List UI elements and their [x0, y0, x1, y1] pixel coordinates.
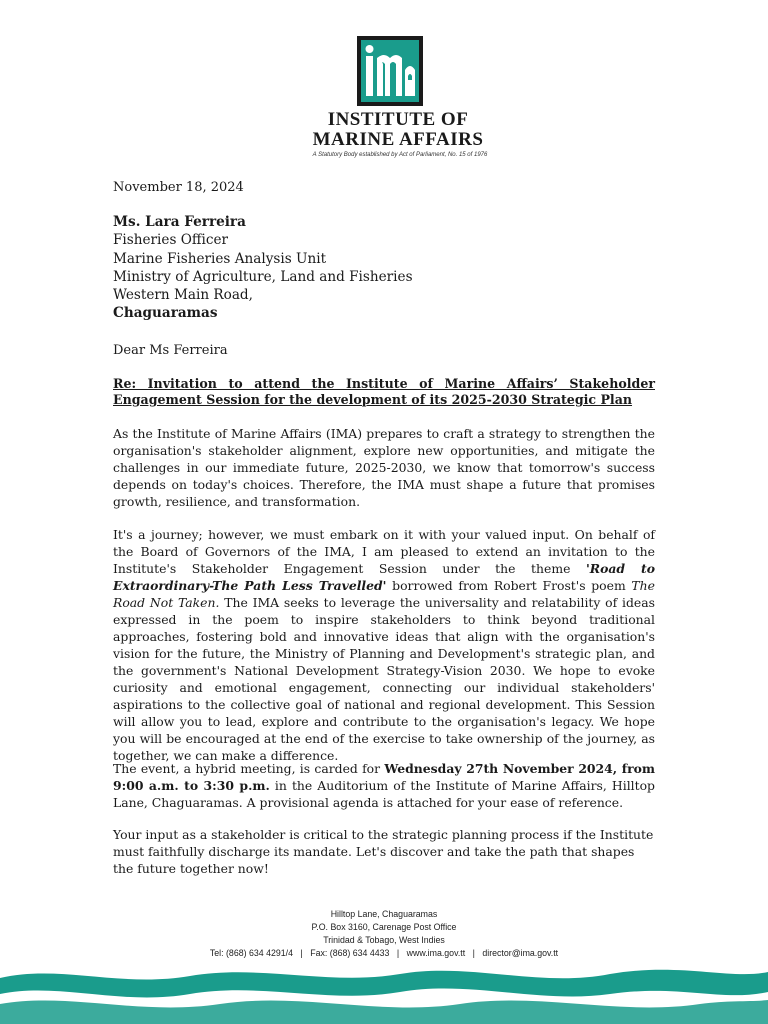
- p2-text-c: The IMA seeks to leverage the universality and relatability of ideas expressed in the poem to inspire stakeholders to think beyond traditional approaches, fostering bold and innovative ideas that align with the organisation's vision for the future, the Ministry of Planning and Development's strategic plan, and the government's National Development Strategy-Vision 2030. We hope to evoke curiosity and emotional engagement, connecting our individual stakeholders' aspirations to the collective goal of national and regional development. This Session will allow you to lead, explore and contribute to the organisation's legacy. We hope you will be encouraged at the end of the exercise to take ownership of the journey, as together, we can make a difference.: [113, 595, 655, 763]
- footer-separator: |: [396, 948, 400, 958]
- paragraph-3: [113, 760, 655, 811]
- footer-tel: Tel: (868) 634 4291/4: [209, 948, 294, 958]
- recipient-city: Chaguaramas: [113, 305, 218, 322]
- poem-title: The Road Not Taken.: [113, 578, 655, 610]
- subject-line: Re: Invitation to attend the Institute of Marine Affairs’ Stakeholder Engagement Session for the development of its 2025-2030 Strategic Plan: [113, 376, 655, 407]
- footer-address-line3: Trinidad & Tobago, West Indies: [323, 935, 445, 945]
- footer-separator: |: [472, 948, 475, 958]
- recipient-unit: Marine Fisheries Analysis Unit: [113, 250, 327, 267]
- salutation: Dear Ms Ferreira: [113, 343, 228, 358]
- footer-email-link[interactable]: director@ima.gov.tt: [482, 948, 559, 958]
- footer-website-link[interactable]: www.ima.gov.tt: [406, 948, 466, 958]
- footer: [150, 908, 618, 960]
- footer-separator: |: [300, 948, 303, 958]
- recipient-road: Western Main Road,: [113, 287, 253, 304]
- p2-text-a: It's a journey; however, we must embark on it with your valued input. On behalf of the Board of Governors of the IMA, I am pleased to extend an invitation to the Institute's Stakeholder Engagement Session under the theme: [113, 527, 655, 576]
- recipient-name: Ms. Lara Ferreira: [113, 214, 246, 230]
- p2-text-b: borrowed from Robert Frost's poem: [386, 578, 632, 593]
- org-name-line1: INSTITUTE OF: [327, 109, 469, 130]
- footer-wave-decoration: [0, 958, 768, 1024]
- event-datetime: Wednesday 27th November 2024, from 9:00 a.m. to 3:30 p.m.: [113, 761, 655, 793]
- paragraph-1: As the Institute of Marine Affairs (IMA) prepares to craft a strategy to strengthen the organisation's stakeholder alignment, explore new opportunities, and mitigate the challenges in our immediate future, 2025-2030, we know that tomorrow's success depends on today's choices. Therefore, the IMA must shape a future that promises growth, resilience, and transformation.: [113, 426, 655, 509]
- recipient-ministry: Ministry of Agriculture, Land and Fisheries: [113, 268, 413, 285]
- footer-address-line1: Hilltop Lane, Chaguaramas: [330, 909, 438, 919]
- recipient-title: Fisheries Officer: [113, 232, 229, 249]
- org-name-line2: MARINE AFFAIRS: [312, 129, 484, 150]
- paragraph-2: [113, 526, 655, 764]
- footer-fax: Fax: (868) 634 4433: [310, 948, 390, 958]
- organization-name: [280, 110, 516, 150]
- theme-title: 'Road to Extraordinary-The Path Less Travelled': [113, 561, 655, 593]
- letter-date: November 18, 2024: [113, 180, 244, 195]
- footer-address-line2: P.O. Box 3160, Carenage Post Office: [311, 922, 457, 932]
- recipient-address: [113, 213, 413, 323]
- p3-text-a: The event, a hybrid meeting, is carded for: [113, 761, 385, 776]
- paragraph-4: Your input as a stakeholder is critical to the strategic planning process if the Institute must faithfully discharge its mandate. Let's discover and take the path that shapes the future together now!: [113, 827, 654, 876]
- tagline: A Statutory Body established by Act of Parliament, No. 15 of 1976: [312, 152, 488, 158]
- p3-text-b: in the Auditorium of the Institute of Marine Affairs, Hilltop Lane, Chaguaramas. A provisional agenda is attached for your ease of reference.: [113, 778, 655, 810]
